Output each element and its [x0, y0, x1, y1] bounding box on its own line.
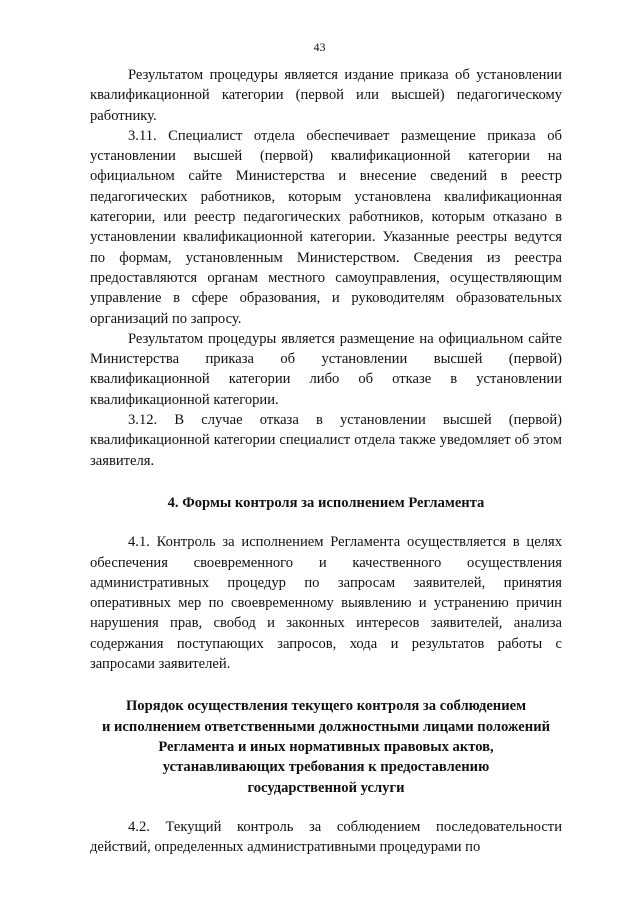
document-body	[90, 65, 562, 857]
paragraph-result-publication: Результатом процедуры является размещение на официальном сайте Министерства приказа об установлении высшей (первой) квалификационной категории либо об отказе в установлении квалификационной категории.	[90, 330, 562, 408]
paragraph-4-1: 4.1. Контроль за исполнением Регламента осуществляется в целях обеспечения своевременного и качественного осуществления административных процедур по запросам заявителей, принятия оперативных мер по своевременному выявлению и устранению причин нарушения прав, свобод и законных интересов заявителей, анализа содержания поступающих запросов, хода и результатов работы с запросами заявителей.	[90, 534, 562, 673]
subsection-heading-line: Порядок осуществления текущего контроля за соблюдением	[125, 698, 527, 715]
subsection-heading	[90, 696, 562, 797]
section-heading-4: 4. Формы контроля за исполнением Регламента	[167, 494, 485, 511]
paragraph-3-12: 3.12. В случае отказа в установлении высшей (первой) квалификационной категории специалист отдела также уведомляет об этом заявителя.	[90, 412, 562, 469]
paragraph-3-11: 3.11. Специалист отдела обеспечивает размещение приказа об установлении высшей (первой) квалификационной категории на официальном сайте Министерства и внесение сведений в реестр педагогических работников, которым установлена квалификационная категории, или реестр педагогических работников, которым отказано в установлении квалификационной категории. Указанные реестры ведутся по формам, установленным Министерством. Сведения из реестра предоставляются органам местного самоуправления, осуществляющим управление в сфере образования, и руководителям образовательных организаций по запросу.	[90, 127, 562, 327]
subsection-heading-line: и исполнением ответственными должностными лицами положений	[101, 718, 551, 735]
paragraph-4-2: 4.2. Текущий контроль за соблюдением последовательности действий, определенных административными процедурами по	[90, 818, 562, 856]
page-number: 43	[313, 40, 326, 54]
paragraph-result-order: Результатом процедуры является издание приказа об установлении квалификационной категории (первой или высшей) педагогическому работнику.	[90, 67, 562, 124]
subsection-heading-line: Регламента и иных нормативных правовых актов,	[158, 738, 494, 755]
subsection-heading-line: устанавливающих требования к предоставлению	[162, 759, 490, 776]
subsection-heading-line: государственной услуги	[247, 779, 405, 796]
